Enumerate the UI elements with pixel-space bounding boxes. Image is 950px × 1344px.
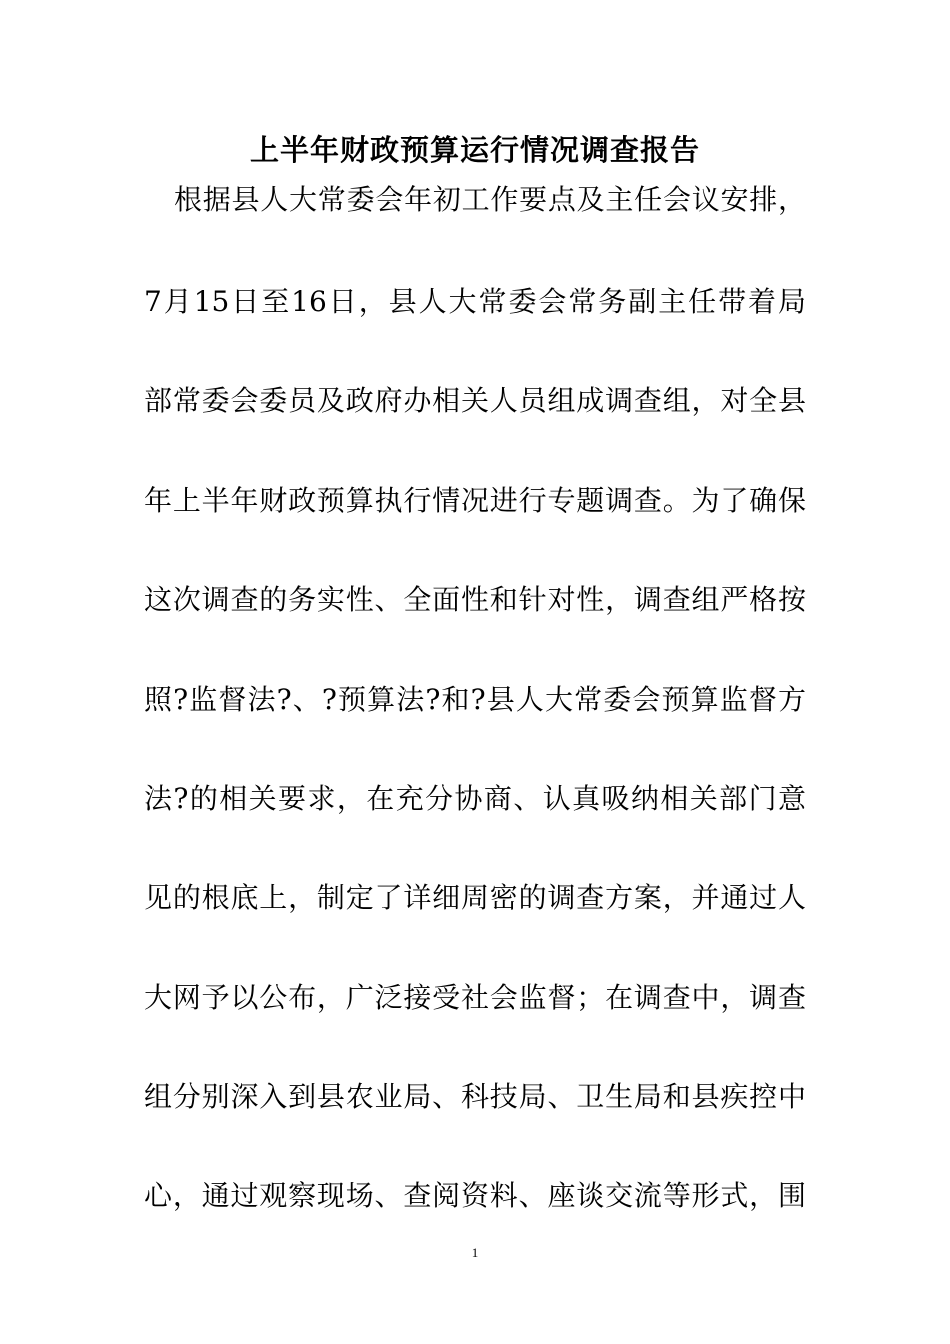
paragraph-line-8: 见的根底上，制定了详细周密的调查方案，并通过人 bbox=[144, 881, 806, 914]
document-title-text: 上半年财政预算运行情况调查报告 bbox=[249, 133, 700, 167]
paragraph-line-10: 组分别深入到县农业局、科技局、卫生局和县疾控中 bbox=[144, 1080, 806, 1113]
paragraph-line-9: 大网予以公布，广泛接受社会监督；在调查中，调查 bbox=[144, 981, 806, 1014]
paragraph-line-7: 法?的相关要求，在充分协商、认真吸纳相关部门意 bbox=[144, 782, 806, 815]
paragraph-line-1: 根据县人大常委会年初工作要点及主任会议安排， bbox=[174, 183, 806, 216]
page-number: 1 bbox=[471, 1245, 479, 1260]
paragraph-line-3: 部常委会委员及政府办相关人员组成调查组，对全县 bbox=[144, 384, 806, 417]
paragraph-line-11: 心，通过观察现场、查阅资料、座谈交流等形式，围 bbox=[144, 1179, 806, 1212]
document-title bbox=[0, 130, 950, 170]
paragraph-line-6: 照?监督法?、?预算法?和?县人大常委会预算监督方 bbox=[144, 683, 806, 716]
paragraph-line-4: 年上半年财政预算执行情况进行专题调查。为了确保 bbox=[144, 484, 806, 517]
paragraph-line-5: 这次调查的务实性、全面性和针对性，调查组严格按 bbox=[144, 583, 806, 616]
paragraph-line-2: 7月15日至16日，县人大常委会常务副主任带着局 bbox=[144, 285, 806, 318]
